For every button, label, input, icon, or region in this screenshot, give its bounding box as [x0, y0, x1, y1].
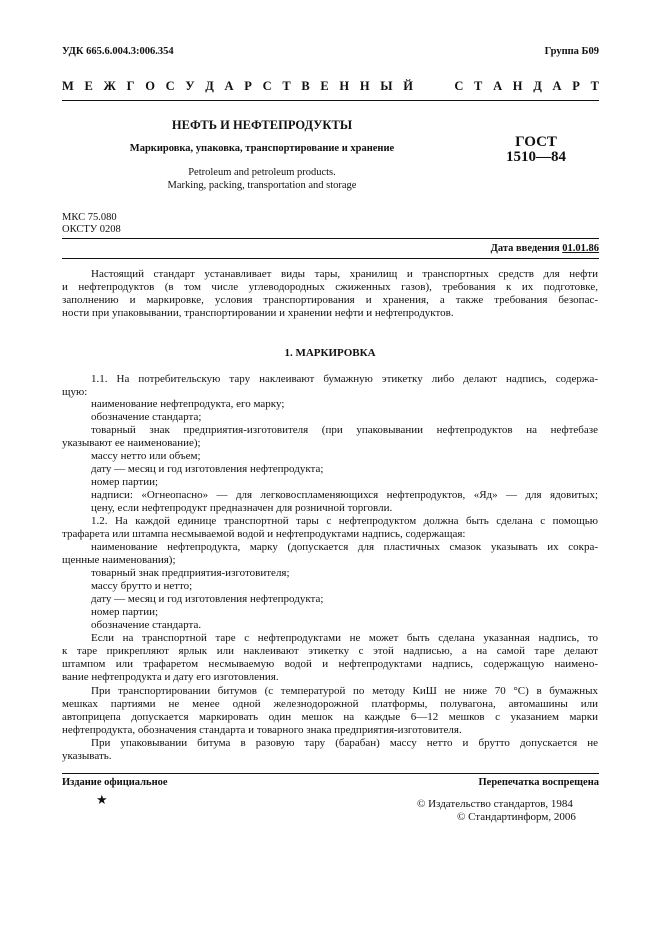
copyright-line: © Издательство стандартов, 1984	[417, 798, 573, 810]
footer-rule	[62, 773, 599, 774]
banner-letter: О	[145, 79, 155, 93]
banner-letter: М	[62, 79, 74, 93]
banner-letter: Й	[403, 79, 413, 93]
body-line: дату — месяц и год изготовления нефтепродукта;	[91, 463, 324, 475]
interstate-standard-banner	[62, 79, 599, 94]
body-line: обозначение стандарта.	[91, 619, 202, 631]
doc-title: НЕФТЬ И НЕФТЕПРОДУКТЫ	[171, 118, 353, 132]
body-line: массу брутто и нетто;	[91, 580, 193, 592]
date-rule	[62, 258, 599, 259]
banner-letter: С	[165, 79, 175, 93]
banner-letter: Н	[359, 79, 370, 93]
banner-letter: У	[185, 79, 195, 93]
body-line: 1.2. На каждой единице транспортной тары с нефтепродуктом должна быть сделана с помощью	[91, 515, 598, 527]
body-line: обозначение стандарта;	[91, 411, 202, 423]
body-line: дату — месяц и год изготовления нефтепродукта;	[91, 593, 324, 605]
banner-rule	[62, 100, 599, 101]
banner-letter: А	[493, 79, 503, 93]
banner-letter: Н	[512, 79, 523, 93]
star-icon: ★	[96, 792, 108, 807]
banner-letter: В	[301, 79, 310, 93]
banner-letter: Т	[590, 79, 599, 93]
body-line: надписи: «Огнеопасно» — для легковоспламеняющихся нефтепродуктов, «Яд» — для ядовитых;	[91, 489, 598, 501]
intro-line: ности при упаковывании, транспортировании и хранении нефти и нефтепродуктов.	[62, 307, 454, 319]
banner-letter: Д	[533, 79, 542, 93]
banner-letter: А	[224, 79, 234, 93]
body-line: штампом или трафаретом несмываемую водой и нефтепродуктами надпись, содержащую наимено-	[62, 658, 598, 670]
intro-line: заполнению и маркировке, условия транспортирования и хранения, а также требования безопас-	[62, 294, 598, 306]
body-line: наименование нефтепродукта, его марку;	[91, 398, 285, 410]
body-line: автоприцепа допускается маркировать один мешок на каждые 6—12 мешков с указанием марки	[62, 711, 598, 723]
body-line: вание нефтепродукта и дату его изготовления.	[62, 671, 279, 683]
intro-line: и нефтепродуктов (в том числе углеводородных сжиженных газов), требования к их подготовке,	[62, 281, 598, 293]
banner-letter: Г	[126, 79, 135, 93]
banner-letter: Н	[339, 79, 350, 93]
body-line: При транспортировании битумов (с температурой по методу КиШ не ниже 70 °С) в бумажных	[91, 685, 598, 697]
body-line: товарный знак предприятия-изготовителя;	[91, 567, 290, 579]
body-line: к таре прикрепляют ярлык или наклеивают этикетку с этой надписью, а на самой таре делают	[62, 645, 598, 657]
body-line: номер партии;	[91, 606, 159, 618]
body-line: указывают ее наименование);	[62, 437, 201, 449]
body-line: щенные наименования);	[62, 554, 176, 566]
group-code: Группа Б09	[544, 46, 599, 57]
gost-label: ГОСТ	[515, 134, 557, 150]
banner-letter: Е	[320, 79, 329, 93]
effective-date	[491, 243, 599, 254]
banner-letter: А	[552, 79, 562, 93]
english-title-line2: Marking, packing, transportation and storage	[167, 180, 357, 191]
effective-date-value: 01.01.86	[562, 243, 599, 254]
body-line: трафарета или штампа несмываемой водой и нефтепродуктами надпись, содержащая:	[62, 528, 466, 540]
english-title-line1: Petroleum and petroleum products.	[188, 167, 336, 178]
banner-gap	[424, 79, 444, 94]
body-line: указывать.	[62, 750, 112, 762]
banner-letter: Р	[572, 79, 580, 93]
reprint-prohibited: Перепечатка воспрещена	[478, 777, 599, 788]
body-line: При упаковывании битума в разовую тару (барабан) массу нетто и брутто допускается не	[91, 737, 598, 749]
body-line: массу нетто или объем;	[91, 450, 201, 462]
body-line: товарный знак предприятия-изготовителя (при упаковывании нефтепродуктов на нефтебазе	[91, 424, 598, 436]
copyright-line: © Стандартинформ, 2006	[457, 811, 576, 823]
okstu-code: ОКСТУ 0208	[62, 224, 121, 235]
body-line: нефтепродукта, обозначения стандарта и товарного знака предприятия-изготовителя.	[62, 724, 462, 736]
body-line: щую:	[62, 386, 88, 398]
banner-letter: Д	[205, 79, 214, 93]
body-line: цену, если нефтепродукт предназначен для розничной торговли.	[91, 502, 393, 514]
body-line: 1.1. На потребительскую тару наклеивают бумажную этикетку либо делают надпись, содержа-	[91, 373, 598, 385]
body-line: Если на транспортной таре с нефтепродуктами не может быть сделана указанная надпись, то	[91, 632, 598, 644]
body-line: мешках партиями не менее одной железнодорожной платформы, полувагона, автомашины или	[62, 698, 598, 710]
gost-number: 1510—84	[506, 149, 566, 165]
banner-letter: Т	[474, 79, 483, 93]
banner-letter: Р	[244, 79, 252, 93]
banner-letter: Е	[84, 79, 93, 93]
banner-letter: Ж	[103, 79, 116, 93]
body-line: наименование нефтепродукта, марку (допускается для пластичных смазок указывать их сокра-	[91, 541, 598, 553]
section-heading: 1. МАРКИРОВКА	[284, 347, 376, 359]
udk-code: УДК 665.6.004.3:006.354	[62, 46, 174, 57]
banner-letter: Ы	[380, 79, 393, 93]
intro-line: Настоящий стандарт устанавливает виды тары, хранилищ и транспортных средств для нефти	[91, 268, 598, 280]
doc-subtitle: Маркировка, упаковка, транспортирование и хранение	[129, 143, 395, 154]
effective-date-label: Дата введения	[490, 243, 560, 254]
banner-letter: Т	[282, 79, 291, 93]
official-edition: Издание официальное	[62, 777, 168, 788]
body-line: номер партии;	[91, 476, 159, 488]
codes-rule	[62, 238, 599, 239]
banner-letter: С	[454, 79, 464, 93]
mks-code: МКС 75.080	[62, 212, 117, 223]
banner-letter: С	[262, 79, 272, 93]
